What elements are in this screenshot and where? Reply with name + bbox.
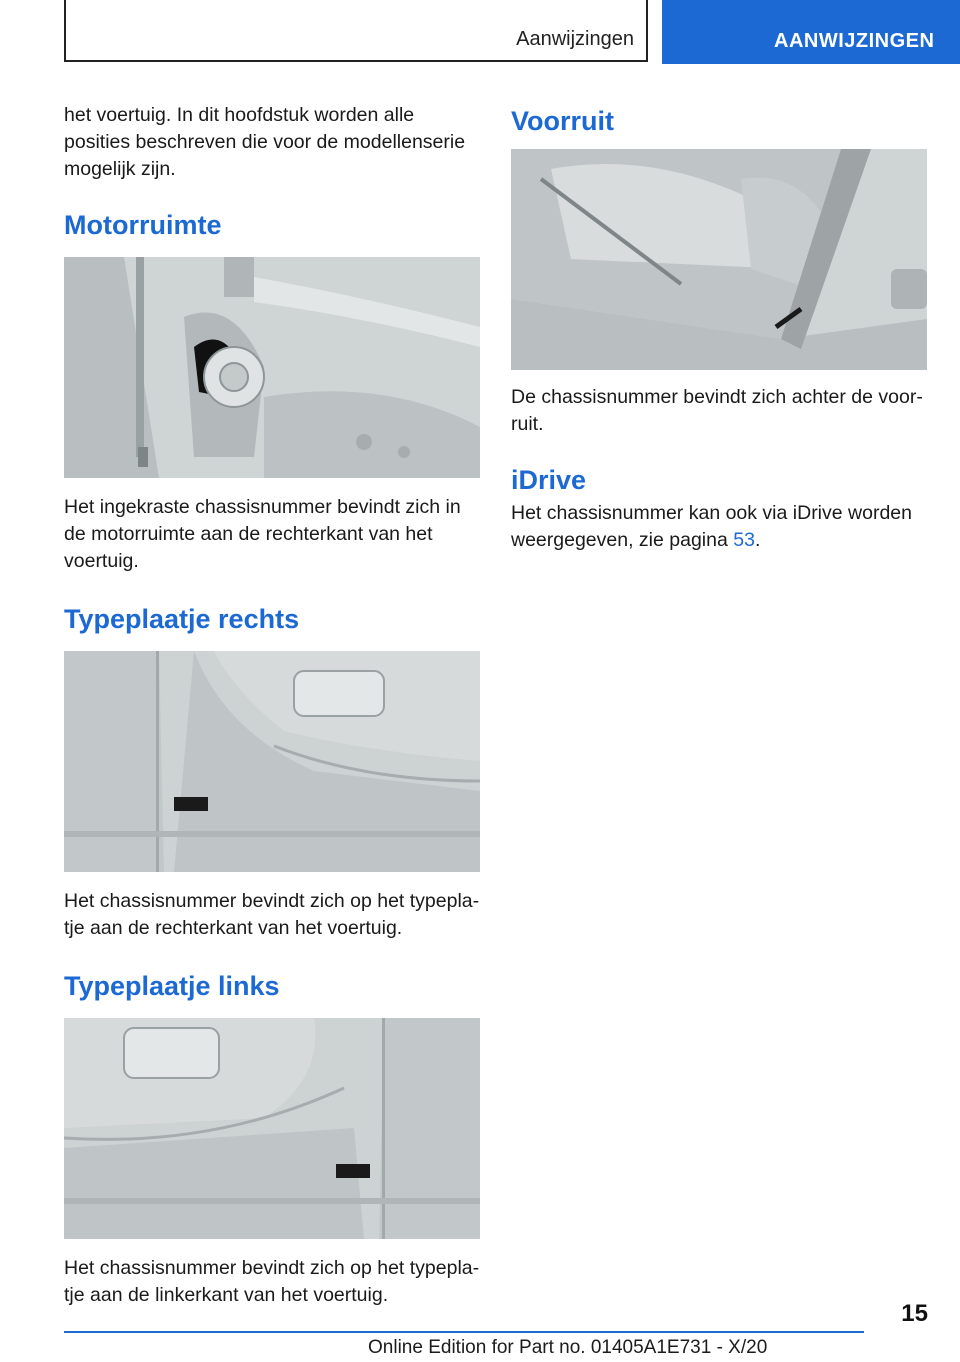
header-section-title: Aanwijzingen [516,28,634,50]
engine-bay-caption: Het ingekraste chassisnummer bevindt zich in de motorruimte aan de rechterkant van het voertuig. [64,496,461,572]
footer-divider [64,1331,864,1333]
edition-footer: Online Edition for Part no. 01405A1E731 - X/20 [368,1337,768,1358]
page-53-link[interactable]: 53 [733,529,755,551]
idrive-text-end: . [754,529,761,551]
page-number: 15 [901,1300,928,1327]
idrive-paragraph [511,500,927,554]
windshield-illustration [511,149,927,370]
heading-windshield: Voorruit [511,106,614,136]
idrive-text: Het chassisnummer kan ook via iDrive worden weergegeven, zie pagina [511,502,912,551]
right-column [511,100,927,554]
chapter-tab[interactable]: AANWIJZINGEN [662,0,960,64]
plate-left-caption: Het chassisnummer bevindt zich op het typeplatje aan de linkerkant van het voertuig. [64,1257,480,1306]
heading-engine-bay: Motorruimte [64,210,222,240]
intro-paragraph: het voertuig. In dit hoofdstuk worden alle posities beschreven die voor de modellenserie mogelijk zijn. [64,104,466,180]
heading-plate-right: Typeplaatje rechts [64,604,300,634]
plate-right-caption: Het chassisnummer bevindt zich op het typeplatje aan de rechterkant van het voertuig. [64,890,480,939]
heading-idrive: iDrive [511,465,587,495]
heading-plate-left: Typeplaatje links [64,971,280,1001]
left-column [64,100,480,1309]
engine-bay-illustration [64,257,480,478]
plate-left-illustration [64,1018,480,1239]
plate-right-illustration [64,651,480,872]
header-frame [64,0,648,62]
windshield-caption: De chassisnummer bevindt zich achter de voorruit. [511,386,923,435]
